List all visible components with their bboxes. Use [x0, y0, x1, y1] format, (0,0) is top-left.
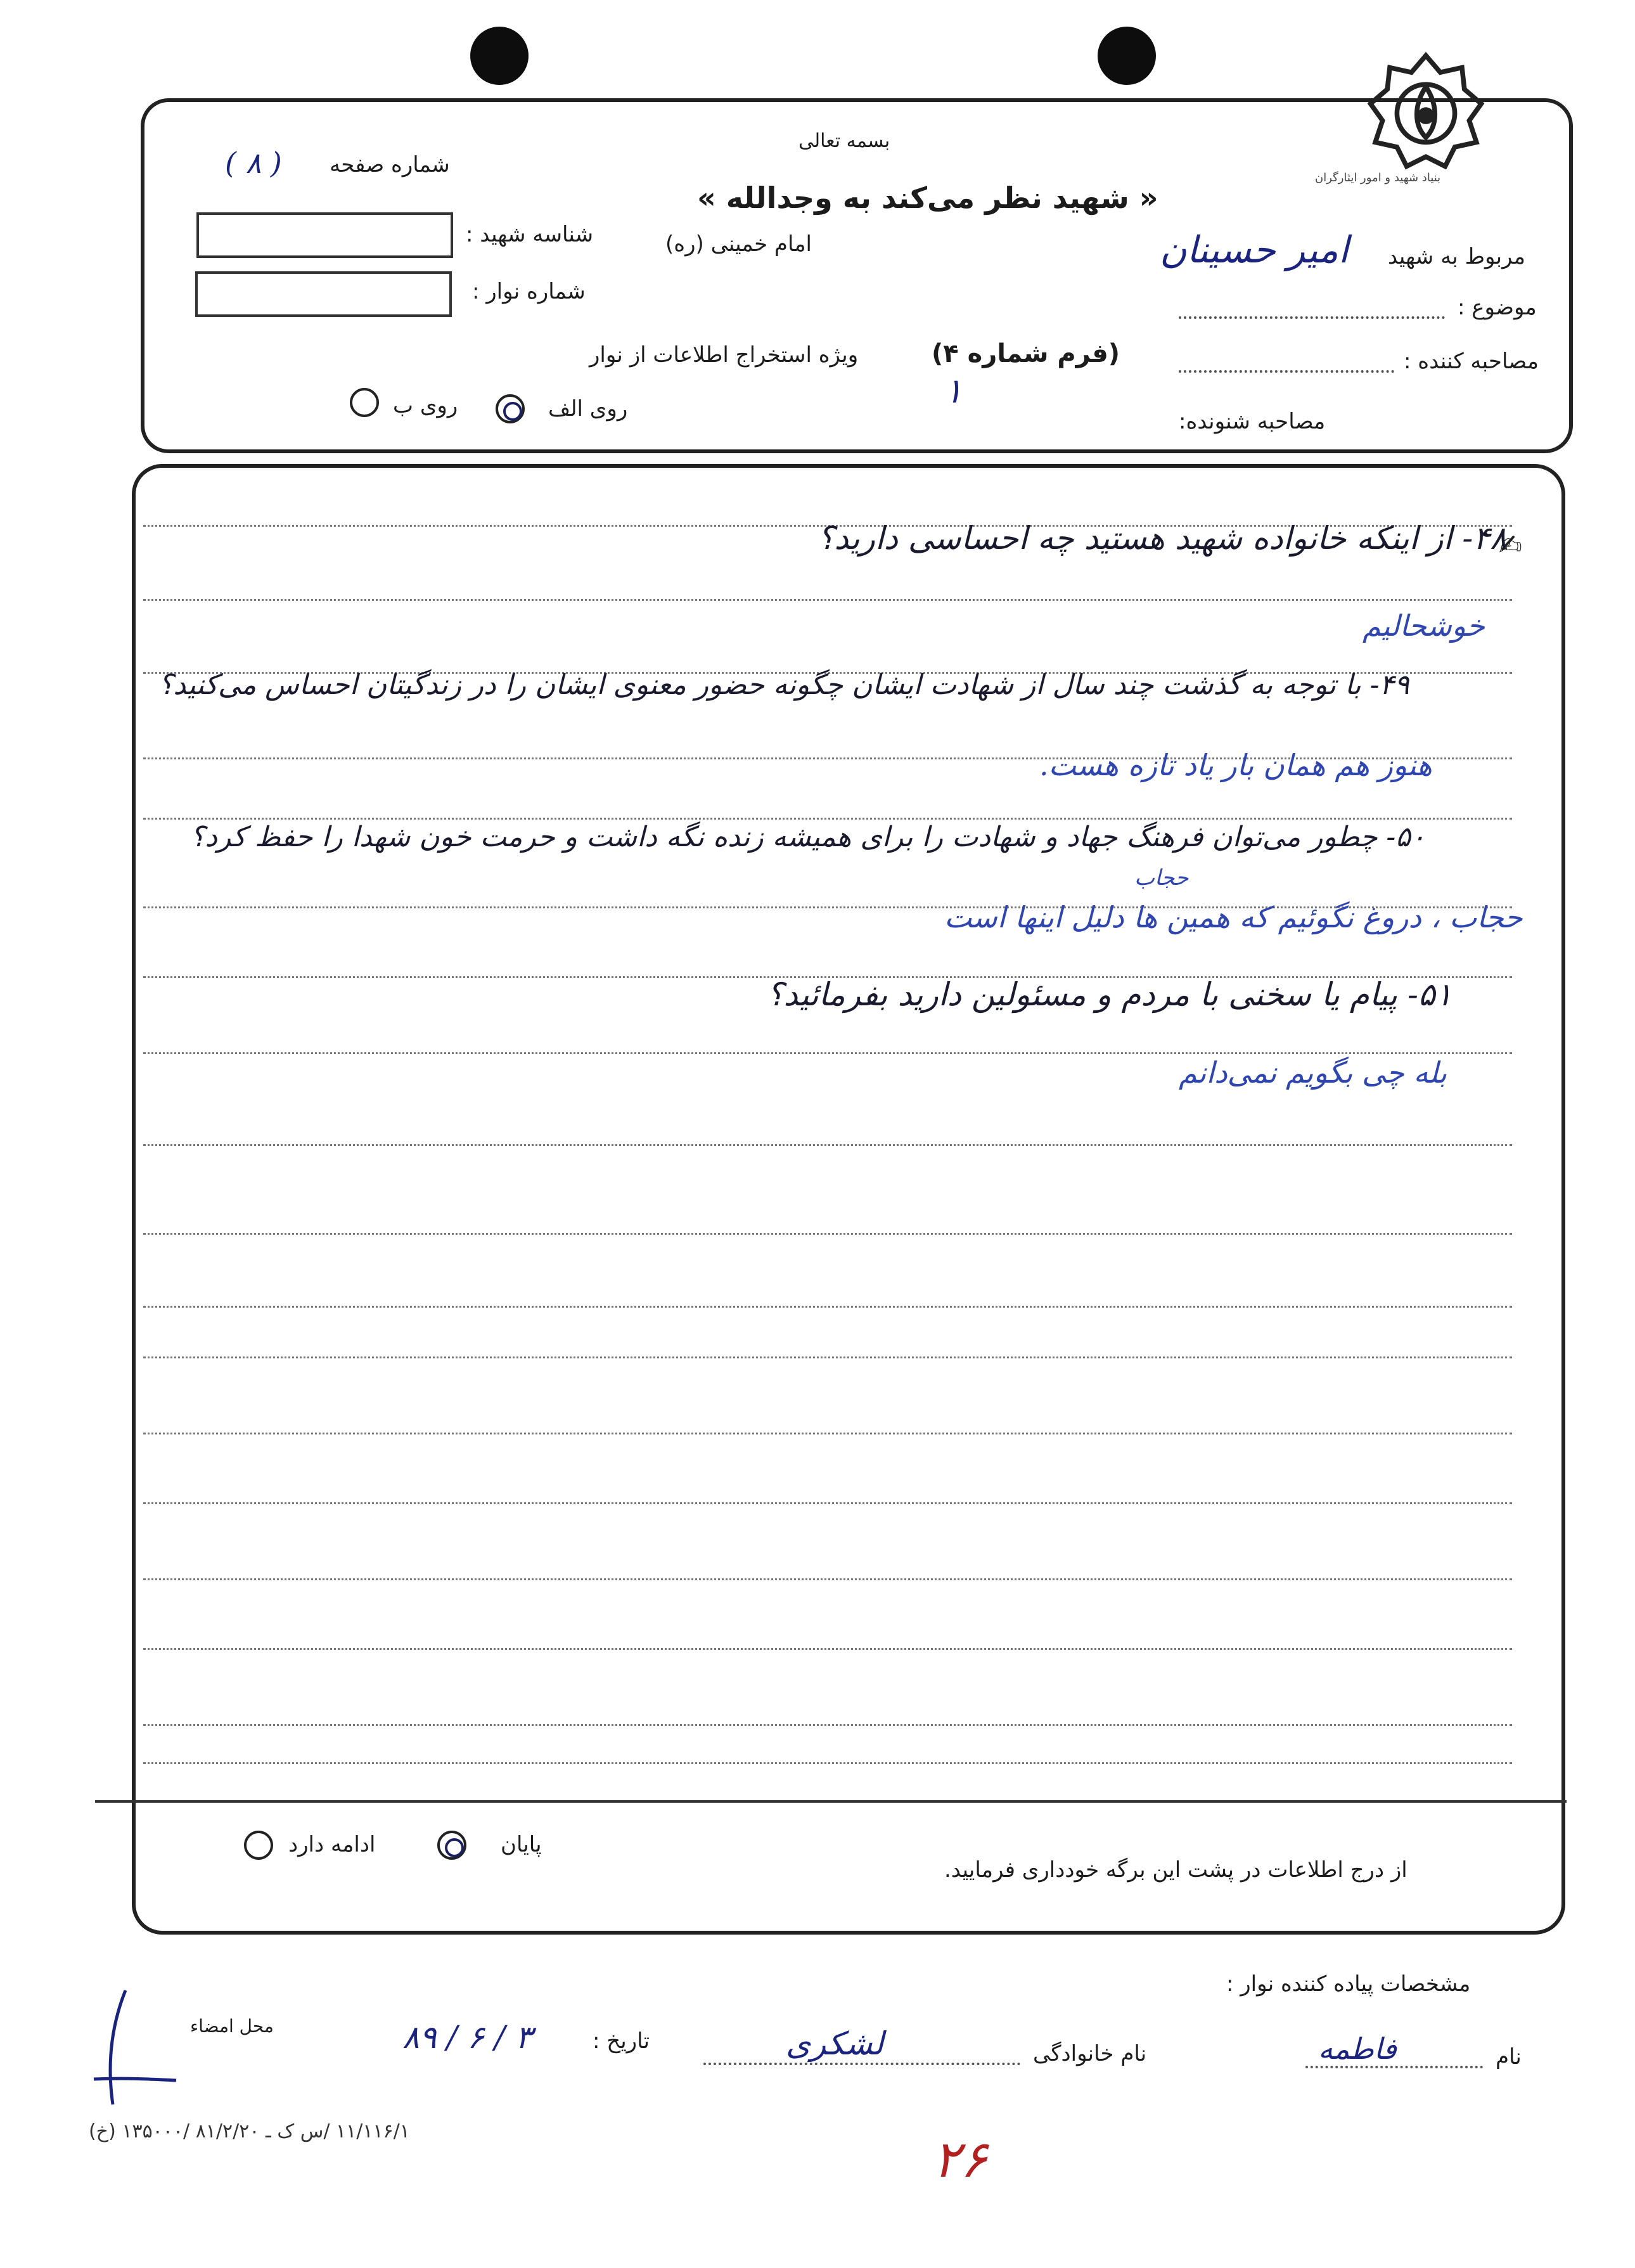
martyr-id-label: شناسه شهید : [466, 222, 594, 247]
answer-50: حجاب ، دروغ نگوئیم که همین ها دلیل اینها است [944, 900, 1523, 934]
punch-hole-right [1098, 27, 1156, 85]
ruled-line [143, 599, 1512, 601]
first-name-value: فاطمه [1318, 2032, 1397, 2066]
ruled-line [143, 1306, 1512, 1308]
continue-radio[interactable] [244, 1831, 273, 1860]
ruled-line [143, 1762, 1512, 1764]
question-48: ۴۸- از اینکه خانواده شهید هستید چه احساسی دارید؟ [818, 520, 1507, 557]
ruled-line [143, 1233, 1512, 1235]
transcriber-section-label: مشخصات پیاده کننده نوار : [1226, 1971, 1471, 1997]
punch-hole-left [470, 27, 529, 85]
related-martyr-value: امیر حسینان [1160, 228, 1349, 271]
handwritten-mark: ۱ [944, 371, 963, 411]
logo-caption: بنیاد شهید و امور ایثارگران [1315, 171, 1441, 184]
interviewer-label: مصاحبه کننده : [1404, 349, 1539, 374]
motto: « شهید نظر می‌کند به وجدالله » [697, 181, 1158, 215]
continue-label: ادامه دارد [288, 1832, 376, 1857]
ruled-line [143, 1144, 1512, 1146]
ruled-line [143, 1724, 1512, 1726]
ruled-line [143, 818, 1512, 820]
first-name-label: نام [1496, 2044, 1522, 2070]
ruled-line [143, 1433, 1512, 1434]
tape-number-field[interactable] [195, 271, 452, 317]
ruled-line [143, 1052, 1512, 1054]
martyr-id-field[interactable] [196, 212, 453, 258]
sheet-number: ۲۶ [933, 2130, 987, 2189]
end-radio[interactable] [437, 1831, 466, 1860]
form-title-bold: (فرم شماره ۴) [932, 339, 1120, 368]
side-b-label: روی ب [393, 393, 458, 418]
related-martyr-label: مربوط به شهید [1388, 244, 1526, 269]
answer-51: بله چی بگویم نمی‌دانم [1179, 1055, 1447, 1090]
date-label: تاریخ : [593, 2028, 650, 2054]
date-value: ۸۹ / ۶ / ۳ [402, 2019, 532, 2056]
page-number-label: شماره صفحه [330, 152, 450, 177]
question-49: ۴۹- با توجه به گذشت چند سال از شهادت ایشان چگونه حضور معنوی ایشان را در زندگیتان احساس می‌کنید؟ [158, 669, 1409, 701]
notice-text: از درج اطلاعات در پشت این برگه خودداری فرمایید. [944, 1857, 1407, 1883]
side-b-radio[interactable] [350, 388, 379, 417]
subject-label: موضوع : [1458, 295, 1537, 320]
tape-number-label: شماره نوار : [472, 279, 586, 304]
ruled-line [143, 1578, 1512, 1580]
signature-icon [87, 1984, 183, 2117]
side-a-radio[interactable] [496, 394, 525, 423]
answer-49: هنوز هم همان بار یاد تازه هست. [1039, 748, 1432, 782]
answer-50-note: حجاب [1134, 865, 1189, 891]
page-number-value: ( ۸ ) [225, 146, 282, 180]
last-name-value: لشکری [786, 2025, 884, 2062]
form-title-rest: ویژه استخراج اطلاعات از نوار [589, 342, 859, 368]
signature-label: محل امضاء [190, 2016, 274, 2037]
ruled-line [143, 1648, 1512, 1650]
side-a-label: روی الف [548, 396, 628, 422]
pen-icon: ✍ [1499, 529, 1522, 562]
end-label: پایان [501, 1832, 542, 1857]
box-divider [95, 1800, 1567, 1803]
subject-dotted-line [1179, 314, 1445, 319]
interviewer-dotted-line [1179, 368, 1394, 373]
last-name-label: نام خانوادگی [1033, 2041, 1147, 2066]
ruled-line [143, 1502, 1512, 1504]
interviewee-label: مصاحبه شنونده: [1179, 409, 1326, 434]
form-code: (خ) ۱۱/۱۱۶/۱ /س ک ـ ۸۱/۲/۲۰ /۱۳۵۰۰۰ [89, 2120, 410, 2142]
attribution: امام خمینی (ره) [665, 231, 812, 257]
question-50: ۵۰- چطور می‌توان فرهنگ جهاد و شهادت را برای همیشه زنده نگه داشت و حرمت خون شهدا را حفظ کرد؟ [190, 821, 1426, 853]
ruled-line [143, 1356, 1512, 1358]
answer-48: خوشحالیم [1362, 609, 1485, 643]
invocation: بسمه تعالی [798, 130, 890, 152]
question-51: ۵۱- پیام یا سخنی با مردم و مسئولین دارید بفرمائید؟ [767, 976, 1452, 1013]
